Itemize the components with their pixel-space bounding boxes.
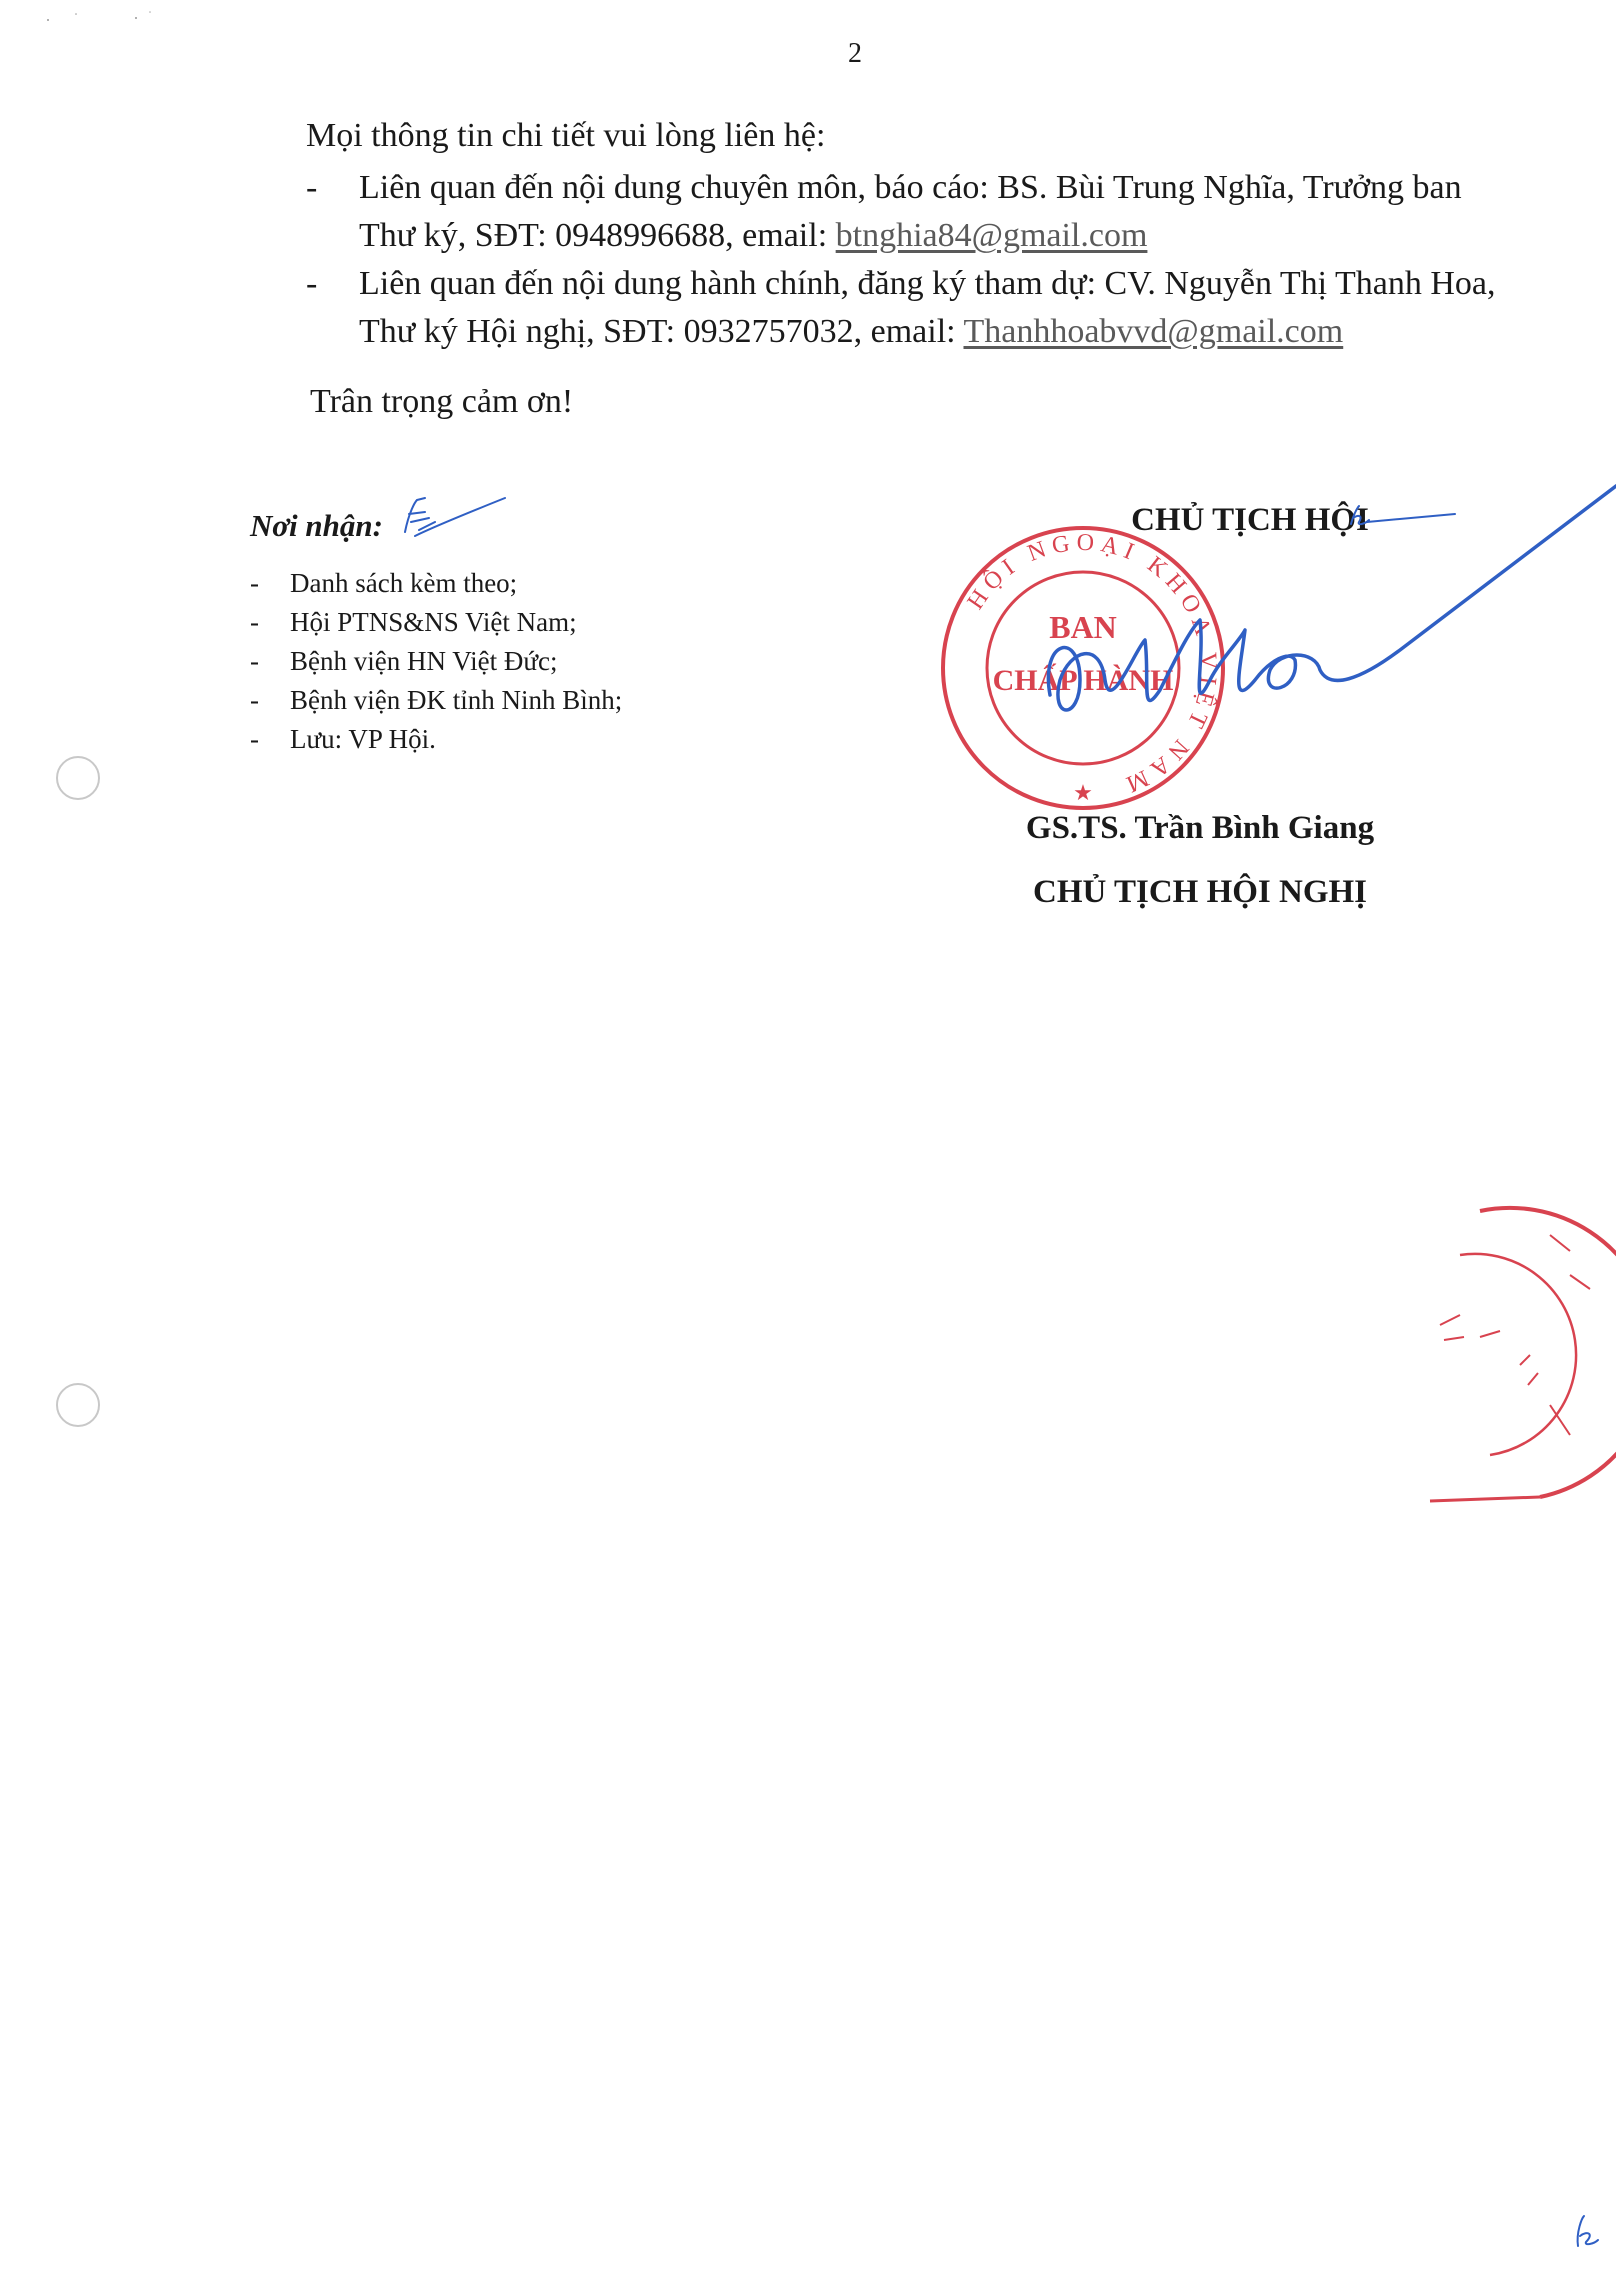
list-dash: - (306, 169, 318, 206)
corner-handwriting-icon (1572, 2212, 1602, 2252)
contact-line-prefix: Thư ký Hội nghị, SĐT: 0932757032, email: (359, 313, 964, 350)
email-link[interactable]: btnghia84@gmail.com (835, 217, 1148, 254)
contact-section (306, 112, 1506, 460)
punch-hole (56, 756, 100, 800)
svg-text:CHẤP HÀNH: CHẤP HÀNH (992, 664, 1174, 697)
contact-line: Liên quan đến nội dung hành chính, đăng ký tham dự: CV. Nguyễn Thị Thanh Hoa, (359, 265, 1496, 302)
signer-position: CHỦ TỊCH HỘI NGHỊ (1032, 874, 1368, 910)
recipients-list (250, 564, 770, 759)
contact-item-professional (306, 164, 1506, 260)
page-number: 2 (848, 38, 862, 69)
contact-list (306, 164, 1506, 356)
list-item (250, 720, 770, 759)
list-item (250, 603, 770, 642)
list-item (250, 681, 770, 720)
list-dash: - (250, 646, 259, 676)
initial-mark-icon (395, 492, 515, 542)
contact-item-administrative (306, 260, 1506, 356)
list-item (250, 642, 770, 681)
handwritten-signature-icon (1040, 480, 1616, 740)
list-dash: - (250, 568, 259, 598)
list-dash: - (306, 265, 318, 302)
svg-text:BAN: BAN (1049, 609, 1117, 645)
list-dash: - (250, 607, 259, 637)
recipient-text: Hội PTNS&NS Việt Nam; (290, 607, 577, 637)
recipients-section (250, 508, 770, 759)
email-link[interactable]: Thanhhoabvvd@gmail.com (963, 313, 1344, 350)
recipient-text: Bệnh viện ĐK tỉnh Ninh Bình; (290, 685, 623, 715)
partial-seal-icon (1420, 1205, 1616, 1505)
punch-hole (56, 1383, 100, 1427)
scan-specks (40, 8, 160, 28)
list-dash: - (250, 724, 259, 754)
recipient-text: Lưu: VP Hội. (290, 724, 436, 754)
signer-name: GS.TS. Trần Bình Giang (1025, 810, 1375, 846)
svg-text:★: ★ (1073, 781, 1093, 806)
svg-text:HỘI NGOẠI KHOA VIỆT NAM: HỘI NGOẠI KHOA VIỆT NAM (962, 529, 1222, 800)
contact-line-prefix: Thư ký, SĐT: 0948996688, email: (359, 217, 836, 254)
list-item (250, 564, 770, 603)
closing-thanks: Trân trọng cảm ơn! (310, 383, 574, 420)
recipient-text: Danh sách kèm theo; (290, 568, 518, 598)
contact-line: Liên quan đến nội dung chuyên môn, báo cáo: BS. Bùi Trung Nghĩa, Trưởng ban (359, 169, 1462, 206)
signature-title: CHỦ TỊCH HỘI (1131, 502, 1369, 538)
contact-intro: Mọi thông tin chi tiết vui lòng liên hệ: (306, 117, 826, 154)
recipient-text: Bệnh viện HN Việt Đức; (290, 646, 558, 676)
list-dash: - (250, 685, 259, 715)
recipients-title: Nơi nhận: (250, 508, 383, 543)
contact-line (359, 308, 1506, 356)
contact-line (359, 212, 1506, 260)
